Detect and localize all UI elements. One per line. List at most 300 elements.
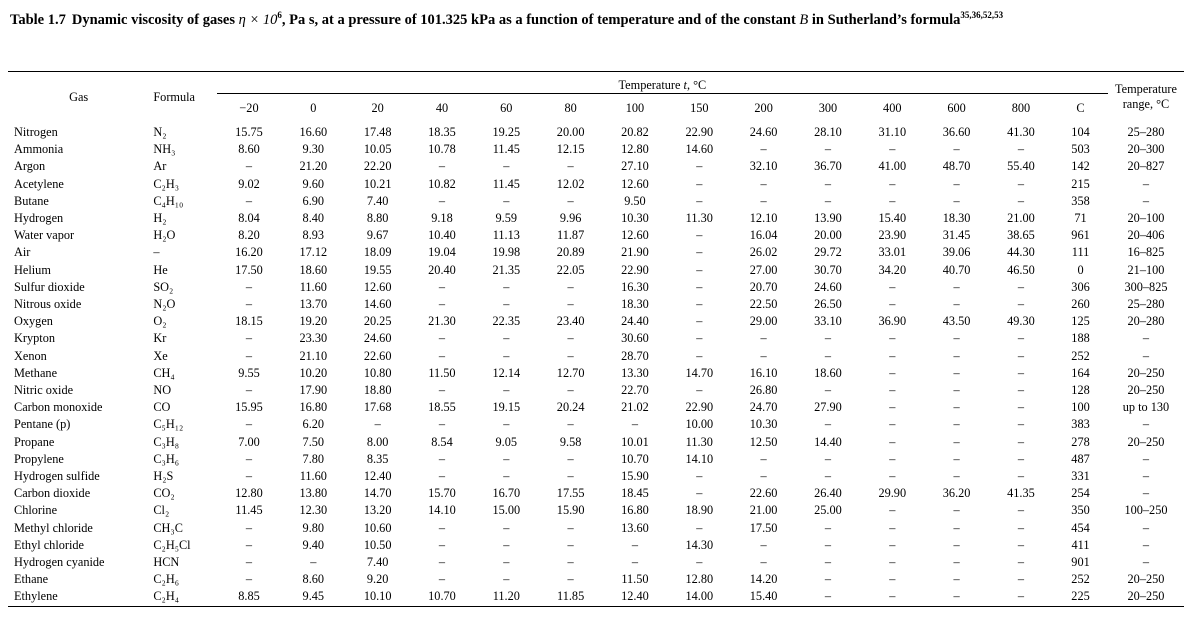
viscosity-cell: – [567,279,574,294]
temperature-range-cell: – [1142,331,1150,346]
caption-references: 35,36,52,53 [960,10,1004,20]
c-constant-cell: 350 [1071,503,1090,518]
viscosity-cell: – [953,365,960,380]
viscosity-cell: – [438,383,446,398]
viscosity-cell: – [503,520,510,535]
viscosity-cell: 10.60 [363,520,392,535]
viscosity-cell: 46.50 [1007,262,1035,277]
viscosity-cell: – [567,297,574,312]
viscosity-cell: 22.60 [749,486,778,501]
viscosity-cell: – [860,588,924,606]
c-constant-cell: 252 [1071,572,1090,587]
viscosity-cell: – [953,469,960,484]
temperature-range-cell: 20–300 [1127,142,1165,157]
caption-title-part3: in Sutherland’s formula [808,11,961,28]
viscosity-cell: 10.40 [428,228,456,243]
viscosity-cell: 11.60 [299,279,327,294]
caption-eta-symbol: η × 10 [238,11,278,28]
table-row [8,416,1184,433]
viscosity-cell: – [245,555,253,570]
viscosity-cell: 24.40 [621,314,649,329]
viscosity-cell: – [1017,193,1024,208]
viscosity-cell: – [953,383,960,398]
viscosity-cell: 11.45 [492,176,520,191]
viscosity-cell: 15.70 [428,486,456,501]
viscosity-cell: – [953,400,960,415]
viscosity-cell: – [889,297,896,312]
viscosity-cell: – [1017,537,1024,552]
viscosity-cell: 22.05 [556,262,585,277]
header-row-top [8,72,1184,94]
viscosity-cell: – [696,348,703,363]
viscosity-cell: – [760,331,767,346]
table-row [8,485,1184,502]
gas-name-cell: Ethane [14,572,49,587]
viscosity-cell: – [438,159,446,174]
viscosity-cell: – [824,469,832,484]
viscosity-cell: – [953,417,960,432]
temperature-range-cell: 20–250 [1127,434,1165,449]
c-constant-cell: 454 [1071,520,1090,535]
viscosity-cell: 18.15 [235,314,263,329]
c-constant-cell: 100 [1071,400,1090,415]
viscosity-cell: 18.45 [621,486,649,501]
viscosity-cell: – [696,262,703,277]
viscosity-cell: 27.00 [749,262,778,277]
viscosity-cell: – [1017,279,1024,294]
viscosity-cell: 18.35 [428,125,456,139]
viscosity-cell: 8.35 [366,451,389,466]
viscosity-cell: – [889,417,896,432]
viscosity-cell: 10.01 [621,434,649,449]
temperature-range-cell: 100–250 [1124,503,1168,518]
viscosity-cell: 18.55 [428,400,456,415]
viscosity-cell: 9.96 [559,211,582,226]
table-row [8,176,1184,193]
viscosity-cell: 8.20 [238,228,260,243]
viscosity-cell: – [696,193,703,208]
viscosity-cell: 8.04 [238,211,260,226]
gas-name-cell: Argon [14,159,46,174]
viscosity-cell: – [1017,503,1024,518]
header-temp-5: 80 [564,100,577,115]
viscosity-cell: 10.20 [299,365,328,380]
table-row [8,262,1184,279]
viscosity-cell: 18.60 [814,365,842,380]
viscosity-cell: – [567,348,574,363]
formula-cell: H₂O [153,228,176,243]
viscosity-cell: 11.30 [685,434,713,449]
temperature-range-cell: – [1142,348,1150,363]
viscosity-cell: 10.05 [363,142,392,157]
gas-name-cell: Helium [14,262,51,277]
viscosity-cell: 17.55 [556,486,585,501]
viscosity-cell: 48.70 [942,159,971,174]
viscosity-cell: 26.02 [749,245,778,260]
viscosity-cell: 12.30 [299,503,328,518]
viscosity-cell: 10.82 [428,176,456,191]
formula-cell: SO₂ [153,279,174,294]
gas-name-cell: Propylene [14,451,64,466]
viscosity-cell: – [1017,555,1024,570]
viscosity-cell: 22.35 [492,314,521,329]
c-constant-cell: 128 [1071,383,1090,398]
header-temp-2: 20 [371,100,384,115]
viscosity-cell: – [889,451,896,466]
formula-cell: O₂ [153,314,167,329]
viscosity-cell: 25.00 [814,503,842,518]
viscosity-cell: – [631,537,639,552]
viscosity-cell: 15.95 [235,400,263,415]
viscosity-cell: – [1017,520,1024,535]
viscosity-cell: – [438,331,446,346]
c-constant-cell: 503 [1071,142,1090,157]
viscosity-cell: – [1017,365,1024,380]
viscosity-cell: 21.10 [299,348,328,363]
viscosity-cell: 9.20 [366,572,389,587]
viscosity-cell: 24.60 [814,279,842,294]
temperature-range-cell: 20–250 [1127,572,1165,587]
viscosity-cell: – [567,417,574,432]
viscosity-cell: 10.21 [363,176,392,191]
gas-name-cell: Nitric oxide [14,383,74,398]
viscosity-cell: 11.30 [685,211,713,226]
viscosity-cell: 21.30 [428,314,456,329]
temperature-range-cell: – [1142,486,1150,501]
table-row [8,296,1184,313]
temperature-range-cell: 20–406 [1127,228,1165,243]
formula-cell: N₂ [153,125,167,139]
viscosity-cell: 22.70 [621,383,649,398]
viscosity-cell: 12.50 [749,434,778,449]
viscosity-cell: 6.20 [302,417,325,432]
viscosity-cell: – [953,572,960,587]
viscosity-cell: – [953,348,960,363]
viscosity-cell: – [889,520,896,535]
viscosity-cell: 21.35 [492,262,521,277]
viscosity-cell: 27.90 [814,400,842,415]
viscosity-cell: 17.12 [299,245,328,260]
viscosity-cell: – [696,159,703,174]
gas-name-cell: Carbon monoxide [14,400,103,415]
viscosity-cell: 9.05 [495,434,518,449]
temperature-range-cell: 300–825 [1124,279,1168,294]
viscosity-cell: 8.80 [366,211,389,226]
viscosity-cell: 40.70 [942,262,971,277]
formula-cell: He [153,262,168,277]
viscosity-cell: 8.60 [302,572,325,587]
viscosity-cell: – [245,297,253,312]
viscosity-cell: 11.87 [557,228,585,243]
viscosity-cell: – [953,193,960,208]
c-constant-cell: 901 [1071,555,1090,570]
caption-b-symbol: B [799,11,809,28]
viscosity-cell: – [889,331,896,346]
formula-cell: H₂ [153,211,167,226]
viscosity-cell: 19.55 [363,262,392,277]
viscosity-cell: 14.70 [363,486,392,501]
viscosity-cell: – [503,297,510,312]
viscosity-cell: 43.50 [942,314,971,329]
gas-name-cell: Methane [14,365,58,380]
viscosity-cell: 14.60 [363,297,392,312]
viscosity-cell: – [889,365,896,380]
viscosity-cell: 11.60 [299,469,327,484]
viscosity-cell: – [889,555,896,570]
viscosity-cell: 14.30 [685,537,714,552]
viscosity-cell: 7.00 [238,434,260,449]
table-number: Table 1.7 [10,11,66,28]
viscosity-cell: – [567,159,574,174]
viscosity-cell: – [438,520,446,535]
table-caption [10,6,1182,30]
c-constant-cell: 188 [1071,331,1090,346]
viscosity-cell: – [245,537,253,552]
gas-name-cell: Hydrogen cyanide [14,555,105,570]
temperature-range-cell: 20–250 [1108,588,1184,606]
viscosity-cell: – [567,469,574,484]
viscosity-cell: 10.70 [410,588,474,606]
viscosity-cell: – [889,142,896,157]
viscosity-cell: – [953,520,960,535]
gas-name-cell: Krypton [14,331,55,346]
viscosity-cell: – [889,193,896,208]
viscosity-cell: 26.50 [814,297,842,312]
viscosity-cell: 19.25 [492,125,521,139]
header-temp-8: 200 [754,100,773,115]
viscosity-cell: 16.70 [492,486,521,501]
viscosity-cell: 23.40 [556,314,585,329]
viscosity-cell: 11.50 [428,365,456,380]
viscosity-cell: – [503,159,510,174]
viscosity-cell: 41.30 [1007,125,1035,139]
viscosity-cell: 20.00 [814,228,842,243]
viscosity-cell: 22.90 [685,125,714,139]
viscosity-cell: 18.30 [942,211,971,226]
viscosity-cell: – [953,537,960,552]
viscosity-cell: – [760,537,767,552]
viscosity-cell: – [503,383,510,398]
viscosity-cell: 26.40 [814,486,842,501]
viscosity-cell: 21.90 [621,245,649,260]
viscosity-cell: 30.60 [621,331,649,346]
viscosity-cell: – [796,588,860,606]
header-gas: Gas [8,72,149,123]
viscosity-cell: – [245,451,253,466]
viscosity-cell: – [760,451,767,466]
viscosity-cell: – [696,520,703,535]
viscosity-cell: – [696,314,703,329]
viscosity-cell: – [924,588,988,606]
formula-cell: C₂H₆ [153,572,179,587]
viscosity-cell: 9.67 [366,228,389,243]
viscosity-cell: 30.70 [814,262,842,277]
viscosity-cell: 29.72 [814,245,842,260]
viscosity-cell: 21.00 [749,503,778,518]
viscosity-cell: – [503,331,510,346]
viscosity-cell: 17.48 [363,125,392,139]
formula-cell: CH₄ [153,365,175,380]
viscosity-cell: 9.50 [624,193,646,208]
gas-name-cell: Methyl chloride [14,520,93,535]
gas-name-cell: Ethyl chloride [14,537,85,552]
viscosity-cell: 15.40 [731,588,795,606]
viscosity-cell: – [889,348,896,363]
header-c-constant: C [1076,100,1085,115]
viscosity-cell: 13.90 [814,211,842,226]
table-body [8,122,1184,606]
c-constant-cell: 358 [1071,193,1090,208]
viscosity-cell: 38.65 [1007,228,1035,243]
viscosity-cell: – [824,142,832,157]
viscosity-cell: 10.30 [749,417,778,432]
gas-name-cell: Ammonia [14,142,64,157]
viscosity-cell: 19.04 [428,245,456,260]
viscosity-cell: 20.00 [556,125,585,139]
viscosity-cell: – [245,469,253,484]
temperature-range-cell: 25–280 [1127,297,1165,312]
table-row [8,227,1184,244]
viscosity-cell: – [245,383,253,398]
temperature-range-cell: – [1142,451,1150,466]
viscosity-cell: – [696,228,703,243]
viscosity-cell: – [1017,383,1024,398]
viscosity-cell: 49.30 [1007,314,1035,329]
viscosity-cell: 34.20 [878,262,907,277]
viscosity-cell: 12.15 [556,142,585,157]
header-temp-12: 800 [1011,100,1031,115]
viscosity-cell: 7.80 [302,451,325,466]
viscosity-cell: 17.90 [299,383,328,398]
viscosity-cell: – [889,176,896,191]
viscosity-cell: 20.40 [428,262,456,277]
viscosity-cell: – [1017,400,1024,415]
viscosity-cell: 12.40 [603,588,667,606]
viscosity-cell: – [824,331,832,346]
viscosity-cell: – [696,383,703,398]
formula-cell: CO [153,400,171,415]
formula-cell: Kr [153,331,167,346]
viscosity-cell: – [953,279,960,294]
viscosity-cell: 24.70 [749,400,778,415]
table-row [8,382,1184,399]
caption-title-part1: Dynamic viscosity of gases [71,11,239,28]
viscosity-cell: – [245,159,253,174]
viscosity-cell: 11.45 [235,503,263,518]
viscosity-cell: – [1017,469,1024,484]
viscosity-cell: – [1017,297,1024,312]
viscosity-cell: 17.50 [749,520,778,535]
viscosity-cell: – [631,555,639,570]
formula-cell: C₅H₁₂ [153,417,184,432]
table-row [8,141,1184,158]
viscosity-cell: 33.01 [878,245,907,260]
formula-cell: Xe [153,348,168,363]
viscosity-cell: – [1017,331,1024,346]
c-constant-cell: 306 [1071,279,1090,294]
viscosity-cell: – [503,555,510,570]
viscosity-cell: – [245,279,253,294]
viscosity-cell: 29.00 [749,314,778,329]
viscosity-cell: – [503,451,510,466]
header-temp-9: 300 [818,100,838,115]
c-constant-cell: 215 [1071,176,1090,191]
formula-cell: H₂S [153,469,174,484]
viscosity-cell: – [889,572,896,587]
viscosity-cell: 11.20 [474,588,538,606]
viscosity-cell: 12.14 [492,365,521,380]
viscosity-cell: 11.50 [621,572,649,587]
viscosity-cell: – [438,555,446,570]
viscosity-cell: – [889,537,896,552]
gas-name-cell: Hydrogen sulfide [14,469,100,484]
viscosity-cell: 8.00 [366,434,389,449]
c-constant-cell: 260 [1071,297,1090,312]
header-temperature-unit: , °C [686,78,707,92]
viscosity-cell: 12.70 [556,365,585,380]
viscosity-cell: 8.93 [302,228,325,243]
table-row [8,193,1184,210]
viscosity-cell: – [760,176,767,191]
viscosity-cell: – [696,297,703,312]
table-row [8,434,1184,451]
viscosity-cell: 36.60 [942,125,971,139]
header-temperature-symbol: t [683,78,687,92]
temperature-range-cell: – [1142,176,1150,191]
viscosity-cell: – [760,555,767,570]
gas-name-cell: Xenon [14,348,47,363]
viscosity-cell: 14.20 [749,572,778,587]
viscosity-cell: 36.20 [942,486,971,501]
viscosity-cell: – [245,193,253,208]
header-temp-10: 400 [883,100,902,115]
viscosity-cell: – [503,193,510,208]
viscosity-cell: – [438,469,446,484]
viscosity-cell: – [1017,348,1024,363]
viscosity-cell: 12.80 [685,572,714,587]
c-constant-cell: 254 [1071,486,1090,501]
caption-eta-exponent: 6 [277,10,282,20]
viscosity-cell: – [989,588,1053,606]
viscosity-cell: 44.30 [1007,245,1035,260]
viscosity-cell: 9.18 [431,211,453,226]
viscosity-cell: 9.58 [559,434,582,449]
gas-name-cell: Oxygen [14,314,53,329]
gas-name-cell: Hydrogen [14,211,64,226]
viscosity-cell: 15.90 [556,503,585,518]
viscosity-cell: – [824,417,832,432]
viscosity-cell: – [631,417,639,432]
viscosity-cell: 9.45 [281,588,345,606]
viscosity-cell: 11.85 [538,588,602,606]
viscosity-cell: – [953,434,960,449]
viscosity-cell: – [760,142,767,157]
viscosity-cell: – [438,193,446,208]
viscosity-cell: – [1017,176,1024,191]
formula-cell: C₄H₁₀ [153,193,184,208]
c-constant-cell: 71 [1074,211,1087,226]
viscosity-cell: 10.10 [345,588,409,606]
c-constant-cell: 278 [1071,434,1090,449]
formula-cell: N₂O [153,297,176,312]
viscosity-table [8,71,1184,607]
viscosity-cell: – [438,279,446,294]
viscosity-cell: 28.10 [814,125,842,139]
header-range-line2: range, °C [1122,97,1170,111]
gas-name-cell: Butane [14,193,49,208]
viscosity-cell: 16.30 [621,279,649,294]
viscosity-cell: 16.04 [749,228,778,243]
